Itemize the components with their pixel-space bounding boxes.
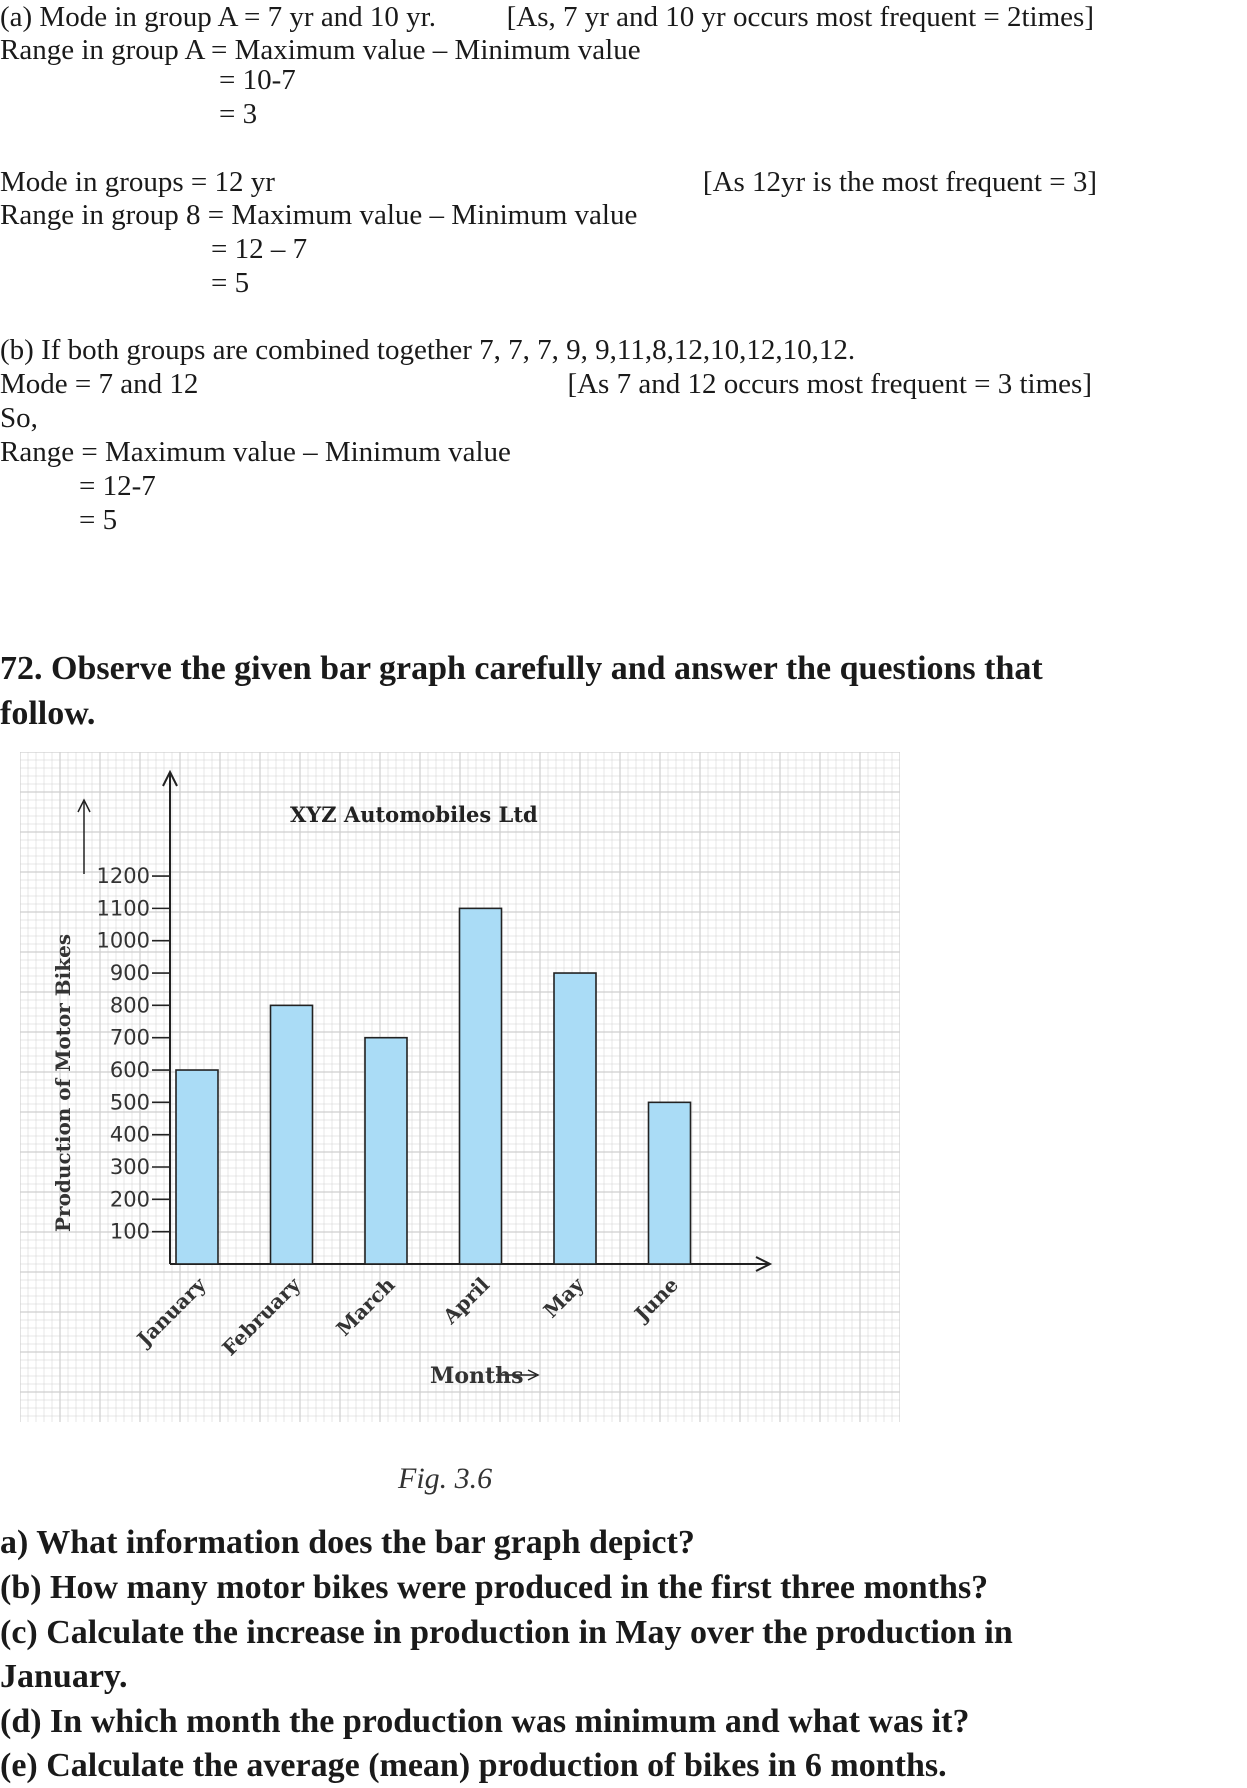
question-part-a: a) What information does the bar graph depict? — [0, 1524, 695, 1561]
figure-caption: Fig. 3.6 — [398, 1462, 493, 1495]
chart-title: XYZ Automobiles Ltd — [290, 802, 538, 827]
bar-chart — [20, 752, 900, 1422]
bar-may — [554, 973, 596, 1264]
question-heading-line1: 72. Observe the given bar graph carefully and answer the questions that — [0, 650, 1043, 687]
solution-combined-so: So, — [0, 402, 38, 434]
solution-combined-mode-note: [As 7 and 12 occurs most frequent = 3 times] — [567, 368, 1092, 400]
y-tick-label: 500 — [109, 1090, 150, 1115]
question-part-c: (c) Calculate the increase in production in May over the production in — [0, 1614, 1013, 1651]
y-tick-label: 600 — [109, 1058, 150, 1083]
y-tick-label: 100 — [109, 1219, 150, 1244]
x-tick-label: April — [438, 1272, 495, 1329]
solution-b-step2: = 5 — [211, 267, 250, 299]
bar-june — [649, 1102, 691, 1264]
y-tick-label: 1200 — [96, 864, 150, 889]
question-part-c-cont: January. — [0, 1658, 128, 1695]
y-tick-label: 900 — [109, 961, 150, 986]
x-tick-label: March — [331, 1272, 400, 1341]
question-part-e: (e) Calculate the average (mean) production of bikes in 6 months. — [0, 1747, 947, 1784]
solution-b-range: Range in group 8 = Maximum value – Minimum value — [0, 199, 638, 231]
x-tick-label: May — [538, 1272, 589, 1323]
solution-combined-step2: = 5 — [79, 504, 118, 536]
bar-april — [460, 908, 502, 1264]
question-part-d: (d) In which month the production was minimum and what was it? — [0, 1703, 970, 1740]
y-tick-label: 1100 — [96, 896, 150, 921]
solution-combined: (b) If both groups are combined together 7, 7, 7, 9, 9,11,8,12,10,12,10,12. — [0, 334, 856, 366]
y-tick-label: 800 — [109, 993, 150, 1018]
bar-january — [176, 1070, 218, 1264]
y-tick-label: 700 — [109, 1025, 150, 1050]
solution-a-step2: = 3 — [219, 98, 258, 130]
question-part-b: (b) How many motor bikes were produced in the first three months? — [0, 1569, 989, 1606]
solution-b-mode-note: [As 12yr is the most frequent = 3] — [702, 166, 1097, 198]
bar-march — [365, 1038, 407, 1264]
y-tick-label: 300 — [109, 1155, 150, 1180]
bar-february — [271, 1005, 313, 1264]
solution-a-mode: (a) Mode in group A = 7 yr and 10 yr. — [0, 1, 436, 33]
y-tick-label: 1000 — [96, 928, 150, 953]
solution-combined-mode: Mode = 7 and 12 — [0, 368, 199, 400]
x-tick-label: June — [629, 1272, 684, 1326]
y-tick-label: 400 — [109, 1122, 150, 1147]
solution-combined-step1: = 12-7 — [79, 470, 156, 502]
chart-x-axis-label: Months — [430, 1363, 524, 1389]
x-tick-label: January — [132, 1272, 211, 1351]
solution-a-step1: = 10-7 — [219, 64, 296, 96]
question-heading-line2: follow. — [0, 695, 96, 732]
x-tick-label: February — [217, 1272, 306, 1361]
solution-combined-range: Range = Maximum value – Minimum value — [0, 436, 511, 468]
solution-b-mode: Mode in groups = 12 yr — [0, 166, 275, 198]
chart-y-axis-label: Production of Motor Bikes — [51, 933, 75, 1232]
solution-b-step1: = 12 – 7 — [211, 233, 308, 265]
y-tick-label: 200 — [109, 1187, 150, 1212]
solution-a-range: Range in group A = Maximum value – Minimum value — [0, 34, 641, 66]
solution-a-mode-note: [As, 7 yr and 10 yr occurs most frequent = 2times] — [506, 1, 1094, 33]
